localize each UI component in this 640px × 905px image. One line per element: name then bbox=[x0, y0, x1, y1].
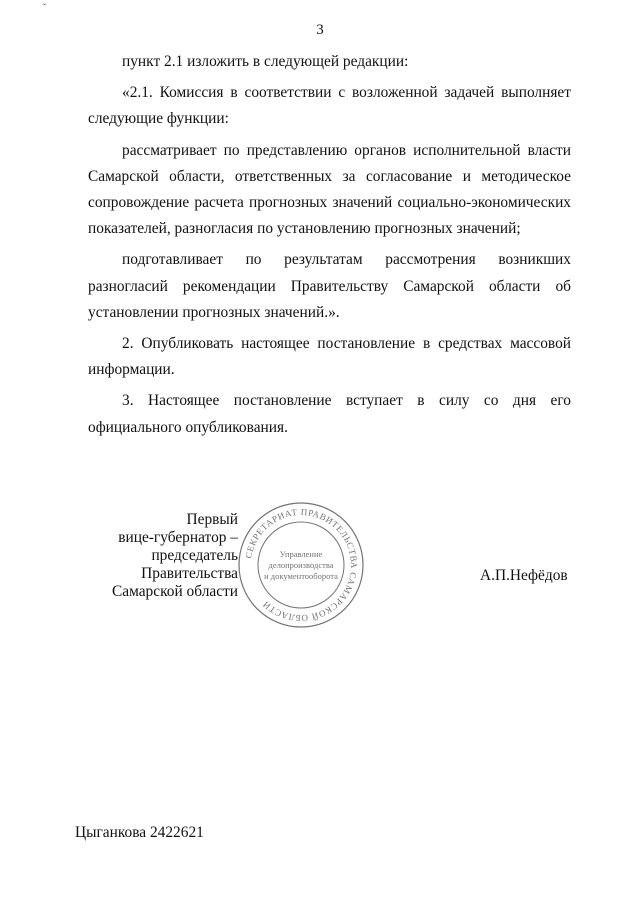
page-number: 3 bbox=[316, 22, 324, 38]
signatory-name: А.П.Нефёдов bbox=[480, 567, 568, 584]
signature-title-line1: Первый bbox=[186, 511, 238, 528]
corner-mark: ˇ bbox=[43, 2, 46, 12]
signature-title-line4: Самарской области bbox=[111, 583, 238, 600]
paragraph-function-prepare: подготавливает по результатам рассмотрения возникших разногласий рекомендации Правительству Самарской области об установлении прогнозных значений.». bbox=[88, 251, 571, 321]
stamp-inner-line2: делопроизводства bbox=[268, 560, 334, 570]
paragraph-effective: 3. Настоящее постановление вступает в силу со дня его официального опубликования. bbox=[88, 392, 571, 436]
paragraph-intro: пункт 2.1 изложить в следующей редакции: bbox=[122, 53, 409, 70]
stamp-inner-line3: и документооборота bbox=[264, 571, 338, 581]
signature-block bbox=[88, 511, 238, 601]
paragraph-clause-2-1: «2.1. Комиссия в соответствии с возложенной задачей выполняет следующие функции: bbox=[88, 84, 571, 128]
document-body bbox=[88, 49, 571, 446]
stamp-outer-text: СЕКРЕТАРИАТ ПРАВИТЕЛЬСТВА САМАРСКОЙ ОБЛАСТИ bbox=[243, 506, 360, 624]
signature-title-line3: председатель Правительства bbox=[141, 547, 238, 582]
paragraph-function-review: рассматривает по представлению органов исполнительной власти Самарской области, ответственных за согласование и методическое сопровождение расчета прогнозных значений социально-экономических показателей, разногласия по установлению прогнозных значений; bbox=[88, 141, 571, 238]
executor-contact: Цыганкова 2422621 bbox=[75, 824, 204, 841]
official-seal-stamp bbox=[237, 501, 365, 629]
stamp-inner-line1: Управление bbox=[279, 549, 323, 559]
signature-title-line2: вице-губернатор – bbox=[118, 529, 238, 546]
paragraph-publish: 2. Опубликовать настоящее постановление в средствах массовой информации. bbox=[88, 335, 571, 379]
